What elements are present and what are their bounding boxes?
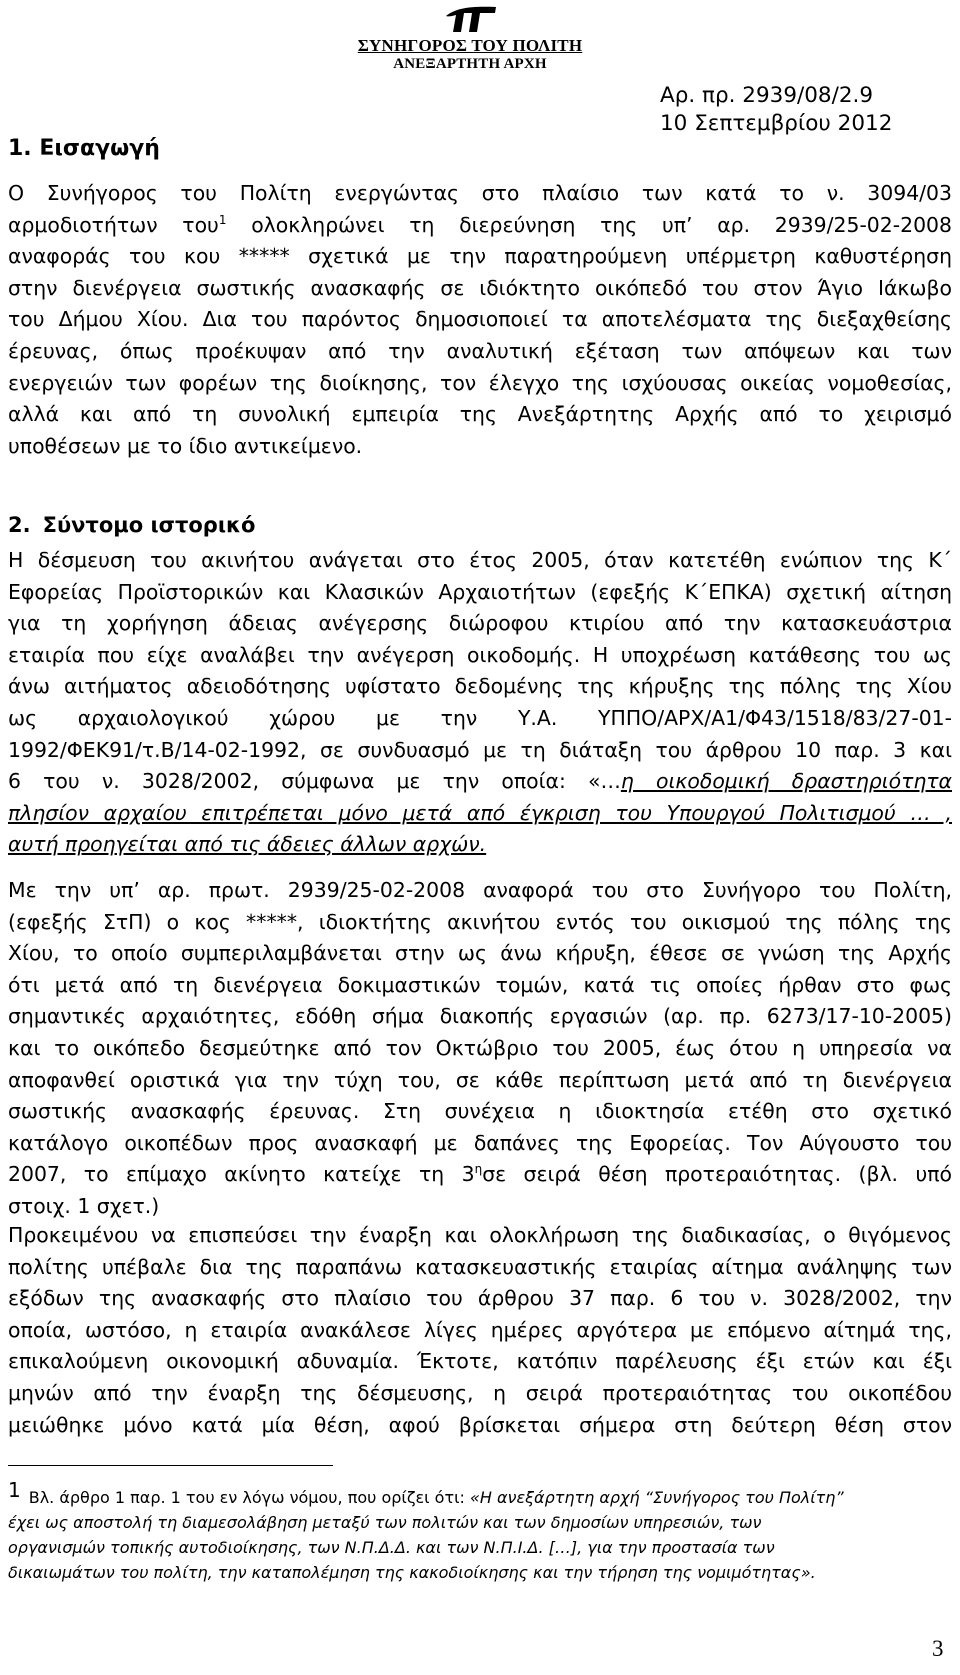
text-line: αλλά και από τη συνολική εμπειρία της Ανεξάρτητης Αρχής από το χειρισμό [8,402,952,427]
history-paragraph-3 [8,1220,952,1441]
text-line: εξόδων της ανασκαφής στο πλαίσιο του άρθρου 37 παρ. 6 του ν. 3028/2002, την [8,1286,952,1311]
ombudsman-logo [340,4,600,73]
page-number: 3 [932,1636,944,1661]
text-line: Χίου, το οποίο συμπεριλαμβάνεται στην ως άνω κήρυξη, έθεσε σε γνώση της Αρχής [8,941,952,966]
section-heading-history: 2. Σύντομο ιστορικό [8,513,256,537]
reference-block [660,82,892,138]
text-line: άνω αιτήματος αδειοδότησης υφίστατο δεδομένης της κήρυξης της πόλης της Χίου [8,674,952,699]
text-line: 1992/ΦΕΚ91/τ.Β/14-02-1992, σε συνδυασμό με τη διάταξη του άρθρου 10 παρ. 3 και [8,737,952,762]
footnote-line: οργανισμών τοπικής αυτοδιοίκησης, των Ν.Π.Δ.Δ. και των Ν.Π.Ι.Δ. […], για την προστασία των [8,1538,775,1557]
text-line: για τη χορήγηση άδειας ανέγερσης διώροφου κτιρίου από την κατασκευάστρια [8,611,952,636]
history-paragraph-2 [8,875,952,1223]
text-line: υποθέσεων με το ίδιο αντικείμενο. [8,433,363,458]
text-line: 6 του ν. 3028/2002, σύμφωνα με την οποία: «…η οικοδομική δραστηριότητα [8,769,952,794]
text-line: Προκειμένου να επισπεύσει την έναρξη και ολοκλήρωση της διαδικασίας, ο θιγόμενος [8,1223,952,1247]
text-line: έρευνας, όπως προέκυψαν από την αναλυτική εξέταση των απόψεων και των [8,338,952,363]
text-line: Η δέσμευση του ακινήτου ανάγεται στο έτος 2005, όταν κατετέθη ενώπιον της Κ΄ [8,548,952,572]
text-line: στοιχ. 1 σχετ.) [8,1193,160,1218]
footnote-line: έχει ως αποστολή τη διαμεσολάβηση μεταξύ των πολιτών και των δημοσίων υπηρεσιών, των [8,1513,762,1532]
text-line: αρμοδιοτήτων του$^1$ ολοκληρώνει τη διερεύνηση της υπ’ αρ. 2939/25-02-2008 [8,212,952,237]
text-line: εταιρία που είχε αναλάβει την ανέγερση οικοδομής. Η υποχρέωση κατάθεσης του ως [8,642,952,667]
org-name: ΣΥΝΗΓΟΡΟΣ ΤΟΥ ΠΟΛΙΤΗ [357,36,583,55]
document-date: 10 Σεπτεμβρίου 2012 [660,111,893,136]
text-line: Ο Συνήγορος του Πολίτη ενεργώντας στο πλαίσιο των κατά το ν. 3094/03 [8,181,952,205]
text-line: (εφεξής ΣτΠ) ο κος *****, ιδιοκτήτης ακινήτου εντός του οικισμού της πόλης της [8,909,952,934]
text-line: σημαντικές αρχαιότητες, εδόθη σήμα διακοπής εργασιών (αρ. πρ. 6273/17-10-2005) [8,1004,952,1029]
text-line: και το οικόπεδο δεσμεύτηκε από τον Οκτώβριο του 2005, έως ότου η υπηρεσία να [8,1035,952,1060]
text-line: μειώθηκε μόνο κατά μία θέση, αφού βρίσκεται σήμερα στη δεύτερη θέση στον [8,1412,952,1437]
text-line: 2007, το επίμαχο ακίνητο κατείχε τη $3^\eta\sigma\varepsilon$ σειρά θέση προτεραιότητας. (βλ. υπό [8,1162,952,1187]
footnote [8,1478,948,1585]
text-line: Με την υπ’ αρ. πρωτ. 2939/25-02-2008 αναφορά του στο Συνήγορο του Πολίτη, [8,878,952,902]
section-heading-introduction: 1. Εισαγωγή [8,136,160,161]
text-line: επικαλούμενη οικονομική αδυναμία. Έκτοτε, κατόπιν παρέλευσης έξι ετών και έξι [8,1349,952,1374]
ombudsman-emblem-icon [440,4,500,34]
quoted-law-text: αυτή προηγείται από τις άδειες άλλων αρχών. [8,832,487,857]
history-paragraph-1 [8,545,952,861]
footnote-reference: 1 [218,212,227,227]
text-line: του Δήμου Χίου. Δια του παρόντος δημοσιοποιεί τα αποτελέσματα της διεξαχθείσης [8,307,952,332]
footnote-line: δικαιωμάτων του πολίτη, την καταπολέμηση της κακοδιοίκησης και την τήρηση της νομιμότητας». [8,1563,816,1582]
reference-number: Αρ. πρ. 2939/08/2.9 [660,83,874,108]
text-line: ενεργειών των φορέων της διοίκησης, τον έλεγχο της ισχύουσας οικείας νομοθεσίας, [8,370,952,395]
footnote-line: 1 Βλ. άρθρο 1 παρ. 1 του εν λόγω νόμου, που ορίζει ότι: «Η ανεξάρτητη αρχή “Συνήγορος του Πολίτη” [8,1478,844,1507]
text-line: αναφοράς του κου ***** σχετικά με την παρατηρούμενη υπέρμετρη καθυστέρηση [8,244,952,269]
text-line: μηνών από την έναρξη της δέσμευσης, η σειρά προτεραιότητας του οικοπέδου [8,1380,952,1405]
text-line: αποφανθεί οριστικά για την τύχη του, σε κάθε περίπτωση μετά από τη διενέργεια [8,1067,952,1092]
quoted-law-text: η οικοδομική δραστηριότητα [620,769,952,794]
footnote-mark: 1 [8,1478,21,1502]
text-line: ότι μετά από τη διενέργεια δοκιμαστικών τομών, κατά τις οποίες ήρθαν στο φως [8,972,952,997]
footnote-separator [8,1465,333,1466]
text-line: σωστικής ανασκαφής έρευνας. Στη συνέχεια η ιδιοκτησία ετέθη στο σχετικό [8,1099,952,1124]
ordinal-superscript: η [474,1162,483,1177]
text-line: ως αρχαιολογικού χώρου με την Υ.Α. ΥΠΠΟ/ΑΡΧ/Α1/Φ43/1518/83/27-01- [8,705,952,730]
text-line: οποία, ωστόσο, η εταιρία ανακάλεσε λίγες ημέρες αργότερα με επόμενο αίτημά της, [8,1317,952,1342]
intro-paragraph [8,178,952,462]
org-subtitle: ΑΝΕΞΑΡΤΗΤΗ ΑΡΧΗ [393,56,547,72]
text-line: Εφορείας Προϊστορικών και Κλασικών Αρχαιοτήτων (εφεξής Κ΄ΕΠΚΑ) σχετική αίτηση [8,579,952,604]
text-line: κατάλογο οικοπέδων προς ανασκαφή με δαπάνες της Εφορείας. Τον Αύγουστο του [8,1130,952,1155]
text-line: πολίτης υπέβαλε δια της παραπάνω κατασκευαστικής εταιρίας αίτημα ανάληψης των [8,1254,952,1279]
quoted-law-text: πλησίον αρχαίου επιτρέπεται μόνο μετά από έγκριση του Υπουργού Πολιτισμού … , [8,800,952,825]
text-line: στην διενέργεια σωστικής ανασκαφής σε ιδιόκτητο οικόπεδό του στον Άγιο Ιάκωβο [8,275,952,300]
